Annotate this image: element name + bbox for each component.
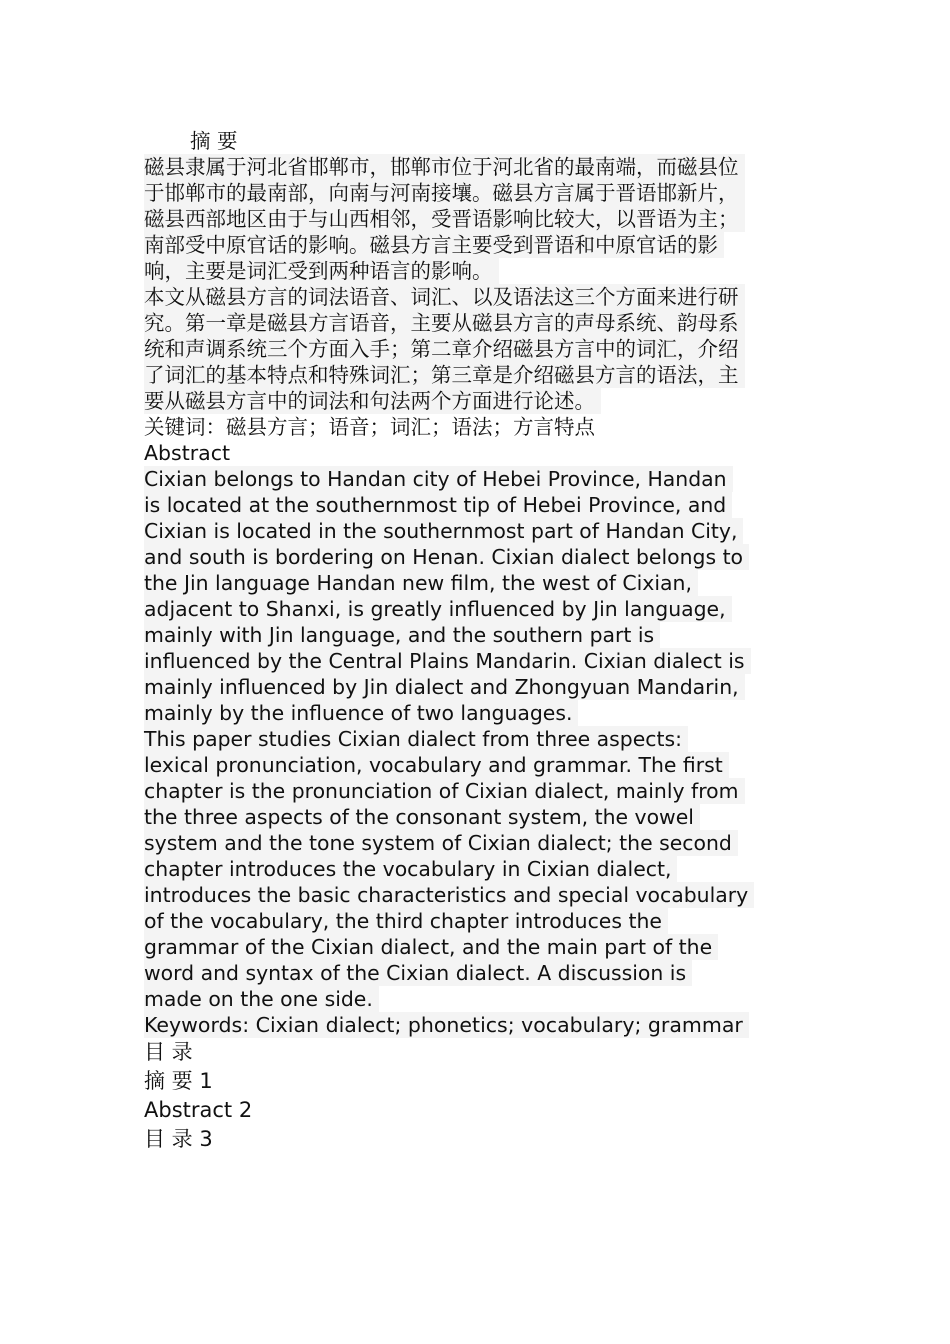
- text-line: 统和声调系统三个方面入手；第二章介绍磁县方言中的词汇，介绍: [144, 336, 745, 362]
- text-line: mainly by the influence of two languages.: [144, 700, 578, 726]
- text-line: the Jin language Handan new film, the west of Cixian,: [144, 570, 698, 596]
- text-line: of the vocabulary, the third chapter introduces the: [144, 908, 668, 934]
- en-keywords: Keywords: Cixian dialect; phonetics; vocabulary; grammar: [144, 1012, 749, 1038]
- text-line: mainly influenced by Jin dialect and Zhongyuan Mandarin,: [144, 674, 745, 700]
- text-line: is located at the southernmost tip of Hebei Province, and: [144, 492, 732, 518]
- toc-item: 摘 要 1: [144, 1069, 213, 1093]
- text-line: 南部受中原官话的影响。磁县方言主要受到晋语和中原官话的影: [144, 232, 724, 258]
- en-abstract-paragraph-1: [144, 466, 810, 726]
- text-line: 响，主要是词汇受到两种语言的影响。: [144, 258, 499, 284]
- text-line: 于邯郸市的最南部，向南与河南接壤。磁县方言属于晋语邯新片，: [144, 180, 745, 206]
- en-abstract-title: Abstract: [144, 441, 231, 465]
- text-line: introduces the basic characteristics and special vocabulary: [144, 882, 754, 908]
- text-line: 要从磁县方言中的词法和句法两个方面进行论述。: [144, 388, 601, 414]
- text-line: Cixian belongs to Handan city of Hebei Province, Handan: [144, 466, 733, 492]
- toc-item: Abstract 2: [144, 1098, 253, 1122]
- zh-abstract-title: 摘 要: [190, 129, 238, 153]
- text-line: and south is bordering on Henan. Cixian dialect belongs to: [144, 544, 749, 570]
- text-line: grammar of the Cixian dialect, and the main part of the: [144, 934, 718, 960]
- zh-abstract-paragraph-2: [144, 284, 810, 414]
- text-line: 了词汇的基本特点和特殊词汇；第三章是介绍磁县方言的语法，主: [144, 362, 745, 388]
- text-line: mainly with Jin language, and the southern part is: [144, 622, 660, 648]
- text-line: made on the one side.: [144, 986, 379, 1012]
- text-line: chapter is the pronunciation of Cixian dialect, mainly from: [144, 778, 745, 804]
- text-line: Cixian is located in the southernmost part of Handan City,: [144, 518, 743, 544]
- text-line: system and the tone system of Cixian dialect; the second: [144, 830, 738, 856]
- text-line: adjacent to Shanxi, is greatly influenced by Jin language,: [144, 596, 732, 622]
- toc-item: 目 录 3: [144, 1127, 213, 1151]
- zh-keywords: 关键词：磁县方言；语音；词汇；语法；方言特点: [144, 415, 595, 439]
- text-line: 磁县西部地区由于与山西相邻，受晋语影响比较大，以晋语为主；: [144, 206, 745, 232]
- text-line: lexical pronunciation, vocabulary and grammar. The first: [144, 752, 729, 778]
- text-line: This paper studies Cixian dialect from three aspects:: [144, 726, 688, 752]
- toc-title: 目 录: [144, 1040, 193, 1064]
- text-line: word and syntax of the Cixian dialect. A discussion is: [144, 960, 692, 986]
- text-line: 究。第一章是磁县方言语音，主要从磁县方言的声母系统、韵母系: [144, 310, 745, 336]
- document-body: [144, 128, 810, 1154]
- text-line: 磁县隶属于河北省邯郸市，邯郸市位于河北省的最南端，而磁县位: [144, 154, 745, 180]
- en-abstract-paragraph-2: [144, 726, 810, 1012]
- zh-abstract-paragraph-1: [144, 154, 810, 284]
- text-line: the three aspects of the consonant system, the vowel: [144, 804, 700, 830]
- en-keywords-row: [144, 1012, 810, 1038]
- text-line: influenced by the Central Plains Mandarin. Cixian dialect is: [144, 648, 751, 674]
- text-line: chapter introduces the vocabulary in Cixian dialect,: [144, 856, 677, 882]
- text-line: 本文从磁县方言的词法语音、词汇、以及语法这三个方面来进行研: [144, 284, 745, 310]
